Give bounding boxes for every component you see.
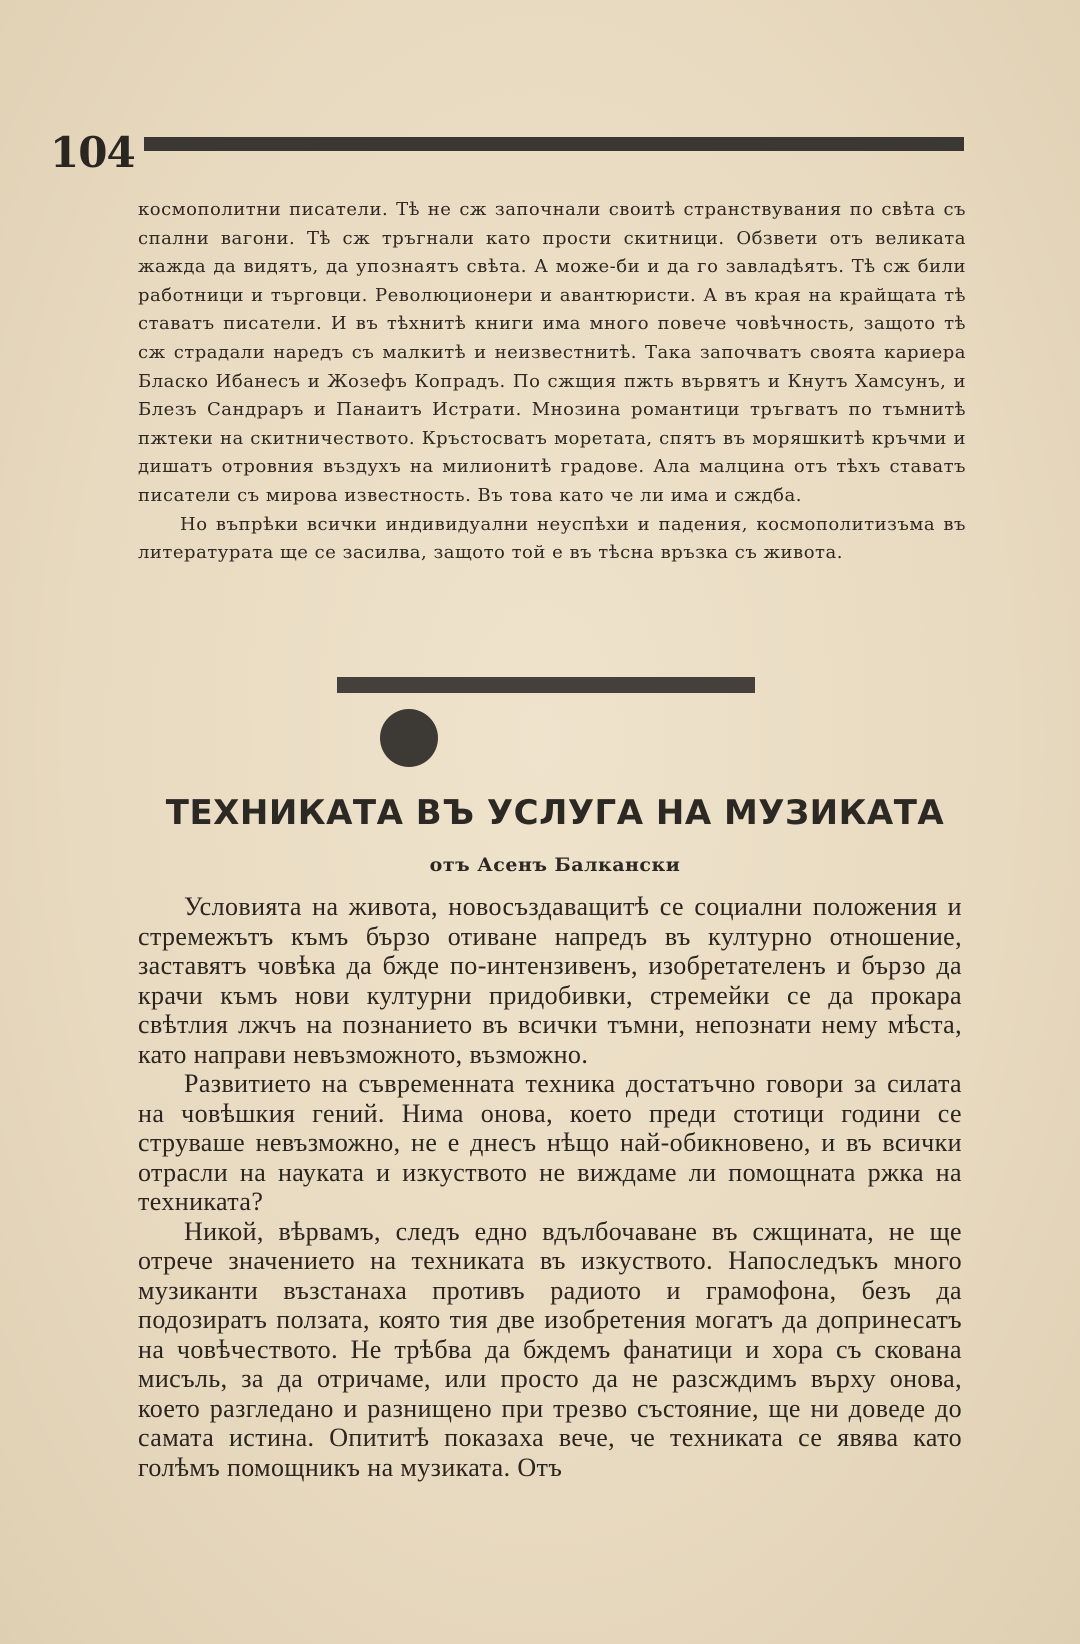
page-number: 104 <box>50 128 135 177</box>
page-header <box>50 125 970 181</box>
article-author: отъ Асенъ Балкански <box>429 854 681 876</box>
paragraph: космополитни писатели. Тѣ не сж започнали своитѣ странствувания по свѣта съ спални вагони. Тѣ сж тръгнали като прости скитници. Обзвети отъ великата жажда да видятъ, да упознаятъ свѣта. А може-би и да го завладѣятъ. Тѣ сж били работници и търговци. Революционери и авантюристи. А въ края на крайщата тѣ ставатъ писатели. И въ тѣхнитѣ книги има много повече човѣчность, защото тѣ сж страдали наредъ съ малкитѣ и неизвестнитѣ. Така започватъ своята кариера Бласко Ибанесъ и Жозефъ Копрадъ. По сжщия пжть вървятъ и Кнутъ Хамсунъ, и Блезъ Сандраръ и Панаитъ Истрати. Мнозина романтици тръгватъ по тъмнитѣ пжтеки на скитничеството. Кръстосватъ моретата, спятъ въ моряшкитѣ кръчми и дишатъ отровния въздухъ на милионитѣ градове. Ала малцина отъ тѣхъ ставатъ писатели съ мирова известность. Въ това като че ли има и сждба. <box>138 199 966 506</box>
article-body <box>138 892 962 1482</box>
paragraph: Развитието на съвременната техника достатъчно говори за силата на човѣшкия гений. Нима онова, което преди стотици години се струваше невъзможно, не е днесъ нѣщо най-обикновено, и въ всички отрасли на науката и изкуството не виждаме ли помощната ржка на техниката? <box>138 1069 962 1216</box>
section-divider <box>337 677 755 693</box>
paragraph: Но въпрѣки всички индивидуални неуспѣхи и падения, космополитизъма въ литературата ще се засилва, защото той е въ тѣсна връзка съ живота. <box>138 513 966 564</box>
paragraph: Условията на живота, новосъздаващитѣ се социални положения и стремежътъ къмъ бързо отиване напредъ въ културно отношение, заставятъ човѣка да бжде по-интензивенъ, изобретателенъ и бързо да крачи къмъ нови културни придобивки, стремейки се да прокара свѣтлия лжчъ на познанието въ всички тъмни, непознати нему мѣста, като направи невъзможното, възможно. <box>138 892 962 1069</box>
previous-article-ending <box>138 196 966 568</box>
article-title: ТЕХНИКАТА ВЪ УСЛУГА НА МУЗИКАТА <box>165 793 945 833</box>
header-rule <box>144 137 964 151</box>
circle-ornament-icon <box>380 709 438 767</box>
paragraph: Никой, вѣрвамъ, следъ едно вдълбочаване въ сжщината, не ще отрече значението на техниката въ изкуството. Напоследъкъ много музиканти възстанаха противъ радиото и грамофона, безъ да подозиратъ ползата, която тия две изобретения могатъ да допринесатъ на човѣчеството. Не трѣбва да бждемъ фанатици и хора съ скована мисъль, за да отричаме, или просто да не разсждимъ върху онова, което разгледано и разнищено при трезво състояние, ще ни доведе до самата истина. Опититѣ показаха вече, че техниката се явява като голѣмъ помощникъ на музиката. Отъ <box>138 1216 962 1482</box>
